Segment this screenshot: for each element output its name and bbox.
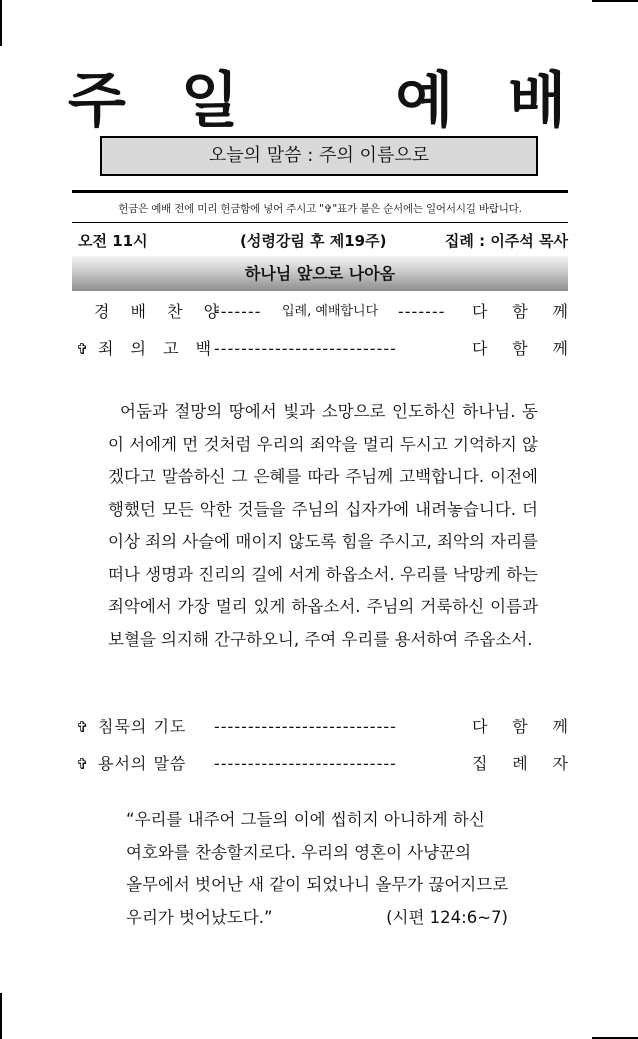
service-time: 오전 11시 (78, 232, 148, 250)
order-item-name: 침묵의 기도 (98, 717, 187, 736)
participant-char: 께 (552, 339, 568, 358)
leader-dashes: ------- (398, 302, 446, 321)
stand-cross-icon: ✞ (76, 755, 89, 773)
verse-line: 올무에서 벗어난 새 같이 되었나니 올무가 끊어지므로 (126, 875, 509, 894)
page-title: 주 일 예 배 (67, 66, 571, 136)
verse-line: 여호와를 찬송할지로다. 우리의 영혼이 사냥꾼의 (126, 842, 472, 862)
crop-mark-top-left (0, 0, 2, 46)
participant-char: 례 (512, 754, 528, 773)
leader-dashes: ------- (214, 302, 262, 321)
order-item-participants (472, 337, 568, 361)
leader-dashes: --------------------------- (214, 339, 397, 358)
order-item-name: 경 배 찬 양 (94, 302, 228, 321)
officiant: 집례 : 이주석 목사 (444, 232, 568, 250)
divider-thick (72, 190, 568, 193)
participant-char: 다 (472, 302, 488, 321)
divider-thin (72, 222, 568, 223)
order-item-assurance (76, 752, 568, 776)
order-item-worship-praise (76, 300, 568, 324)
participant-char: 께 (552, 717, 568, 736)
assurance-verse (126, 804, 516, 934)
leader-dashes: --------------------------- (214, 754, 397, 773)
participant-char: 함 (512, 339, 528, 358)
confession-prayer (108, 396, 538, 656)
participant-char: 다 (472, 717, 488, 736)
order-item-participants (472, 752, 568, 776)
participant-char: 자 (552, 754, 568, 773)
offering-notice: 헌금은 예배 전에 미리 헌금함에 넣어 주시고 "✞"표가 붙은 순서에는 일어서시길 바랍니다. (118, 203, 522, 215)
order-item-participants (472, 300, 568, 324)
verse-line: 우리가 벗어났도다.” (126, 907, 273, 927)
participant-char: 함 (512, 717, 528, 736)
participant-char: 다 (472, 339, 488, 358)
sermon-title-box: 오늘의 말씀 : 주의 이름으로 (100, 136, 538, 176)
liturgical-season: (성령강림 후 제19주) (240, 232, 387, 250)
order-item-silent-prayer (76, 715, 568, 739)
stand-cross-icon: ✞ (76, 718, 89, 736)
order-item-participants (472, 715, 568, 739)
verse-line: “우리를 내주어 그들의 이에 씹히지 아니하게 하신 (126, 810, 485, 829)
verse-reference: (시편 124:6~7) (386, 907, 508, 927)
order-item-name: 죄 의 고 백 (98, 339, 218, 358)
order-item-name: 용서의 말씀 (98, 754, 187, 773)
crop-mark-bottom-left (0, 993, 2, 1039)
service-info-row (78, 230, 568, 252)
leader-dashes: --------------------------- (214, 717, 397, 736)
participant-char: 께 (552, 302, 568, 321)
prayer-text: 어둠과 절망의 땅에서 빛과 소망으로 인도하신 하나님. 동이 서에게 먼 것처럼 우리의 죄악을 멀리 두시고 기억하지 않겠다고 말씀하신 그 은혜를 따라 주님께 고백합니다. 이전에 행했던 모든 악한 것들을 주님의 십자가에 내려놓습니다. 더 이상 죄의 사슬에 매이지 않도록 힘을 주시고, 죄악의 자리를 떠나 생명과 진리의 길에 서게 하옵소서. 우리를 낙망케 하는 죄악에서 가장 멀리 있게 하옵소서. 주님의 거룩하신 이름과 보혈을 의지해 간구하오니, 주여 우리를 용서하여 주옵소서. (108, 402, 538, 649)
section-header: 하나님 앞으로 나아옴 (72, 256, 568, 291)
participant-char: 집 (472, 754, 488, 773)
order-item-note: 입례, 예배합니다 (282, 304, 379, 319)
crop-mark-top-right (592, 0, 638, 2)
stand-cross-icon: ✞ (76, 340, 89, 358)
order-item-confession (76, 337, 568, 361)
participant-char: 함 (512, 302, 528, 321)
